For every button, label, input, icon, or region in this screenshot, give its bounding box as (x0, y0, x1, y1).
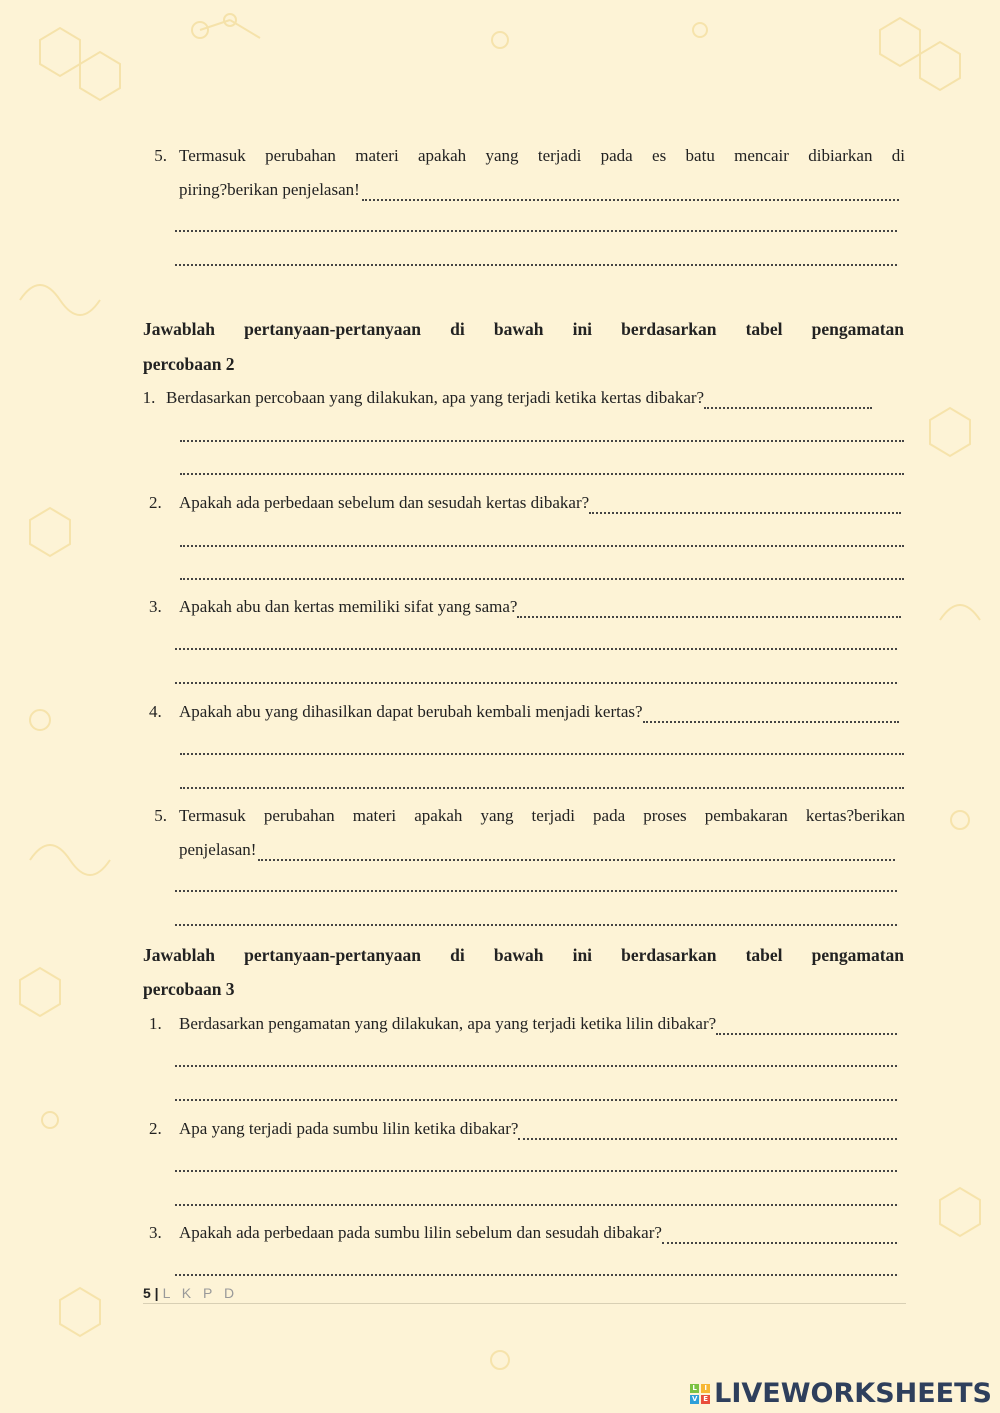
answer-line[interactable] (175, 228, 897, 232)
answer-line[interactable] (175, 922, 897, 926)
question-number: 1. (142, 388, 156, 407)
question-number: 4. (149, 702, 162, 721)
section-2-question-2 (143, 492, 901, 514)
section-2-heading-line2: percobaan 2 (143, 354, 235, 374)
question-text: Apakah ada perbedaan sebelum dan sesudah kertas dibakar? (179, 493, 590, 512)
question-number: 3. (149, 1223, 162, 1242)
answer-blank-inline[interactable] (643, 707, 899, 723)
answer-line[interactable] (175, 1272, 897, 1276)
answer-blank-inline[interactable] (362, 185, 899, 201)
question-text-line2: penjelasan! (179, 839, 895, 861)
question-number: 5. (154, 806, 167, 825)
section-2-question-4 (143, 701, 899, 723)
liveworksheets-logo[interactable] (690, 1378, 992, 1409)
section-3-question-1 (143, 1013, 897, 1035)
answer-blank-inline[interactable] (518, 1124, 897, 1140)
answer-line[interactable] (175, 888, 897, 892)
section-2-heading: Jawablah pertanyaan-pertanyaan di bawah ini berdasarkan tabel pengamatan (143, 319, 904, 339)
brand-name: LIVEWORKSHEETS (714, 1378, 992, 1409)
question-text: Termasuk perubahan materi apakah yang terjadi pada es batu mencair dibiarkan di (179, 146, 905, 165)
section-3-heading-line2: percobaan 3 (143, 979, 235, 999)
question-number: 2. (149, 493, 162, 512)
answer-blank-inline[interactable] (662, 1228, 897, 1244)
answer-line[interactable] (175, 1097, 897, 1101)
answer-blank-inline[interactable] (589, 498, 901, 514)
question-text: Berdasarkan pengamatan yang dilakukan, apa yang terjadi ketika lilin dibakar? (179, 1014, 717, 1033)
answer-line[interactable] (175, 1168, 897, 1172)
question-text: Apa yang terjadi pada sumbu lilin ketika dibakar? (179, 1119, 519, 1138)
answer-line[interactable] (180, 438, 904, 442)
answer-line[interactable] (180, 471, 904, 475)
answer-line[interactable] (180, 576, 904, 580)
answer-blank-inline[interactable] (258, 845, 895, 861)
answer-line[interactable] (175, 680, 897, 684)
question-text: Apakah abu dan kertas memiliki sifat yang sama? (179, 597, 518, 616)
question-number: 3. (149, 597, 162, 616)
page-footer (143, 1285, 906, 1304)
page-number: 5 | (143, 1285, 159, 1301)
section-3-heading: Jawablah pertanyaan-pertanyaan di bawah ini berdasarkan tabel pengamatan (143, 945, 904, 965)
question-number: 2. (149, 1119, 162, 1138)
question-text-line2: piring?berikan penjelasan! (179, 179, 899, 201)
section-3-question-2 (143, 1118, 897, 1140)
answer-blank-inline[interactable] (704, 393, 872, 409)
answer-line[interactable] (175, 1063, 897, 1067)
question-number: 5. (154, 146, 167, 165)
answer-line[interactable] (175, 646, 897, 650)
question-text: Apakah abu yang dihasilkan dapat berubah kembali menjadi kertas? (179, 702, 643, 721)
answer-line[interactable] (180, 543, 904, 547)
section-2-question-1 (132, 387, 872, 409)
question-text: Berdasarkan percobaan yang dilakukan, apa yang terjadi ketika kertas dibakar? (166, 388, 705, 407)
question-number: 1. (149, 1014, 162, 1033)
answer-line[interactable] (180, 785, 904, 789)
section-2-question-3 (143, 596, 901, 618)
answer-line[interactable] (175, 1202, 897, 1206)
footer-label: L K P D (162, 1285, 239, 1301)
section-3-question-3 (143, 1222, 897, 1244)
answer-blank-inline[interactable] (716, 1019, 897, 1035)
answer-line[interactable] (180, 751, 904, 755)
answer-blank-inline[interactable] (517, 602, 901, 618)
question-text: Termasuk perubahan materi apakah yang terjadi pada proses pembakaran kertas?berikan (179, 806, 905, 825)
question-text: Apakah ada perbedaan pada sumbu lilin sebelum dan sesudah dibakar? (179, 1223, 662, 1242)
answer-line[interactable] (175, 262, 897, 266)
liveworksheets-logo-icon: L I V E (690, 1384, 710, 1404)
